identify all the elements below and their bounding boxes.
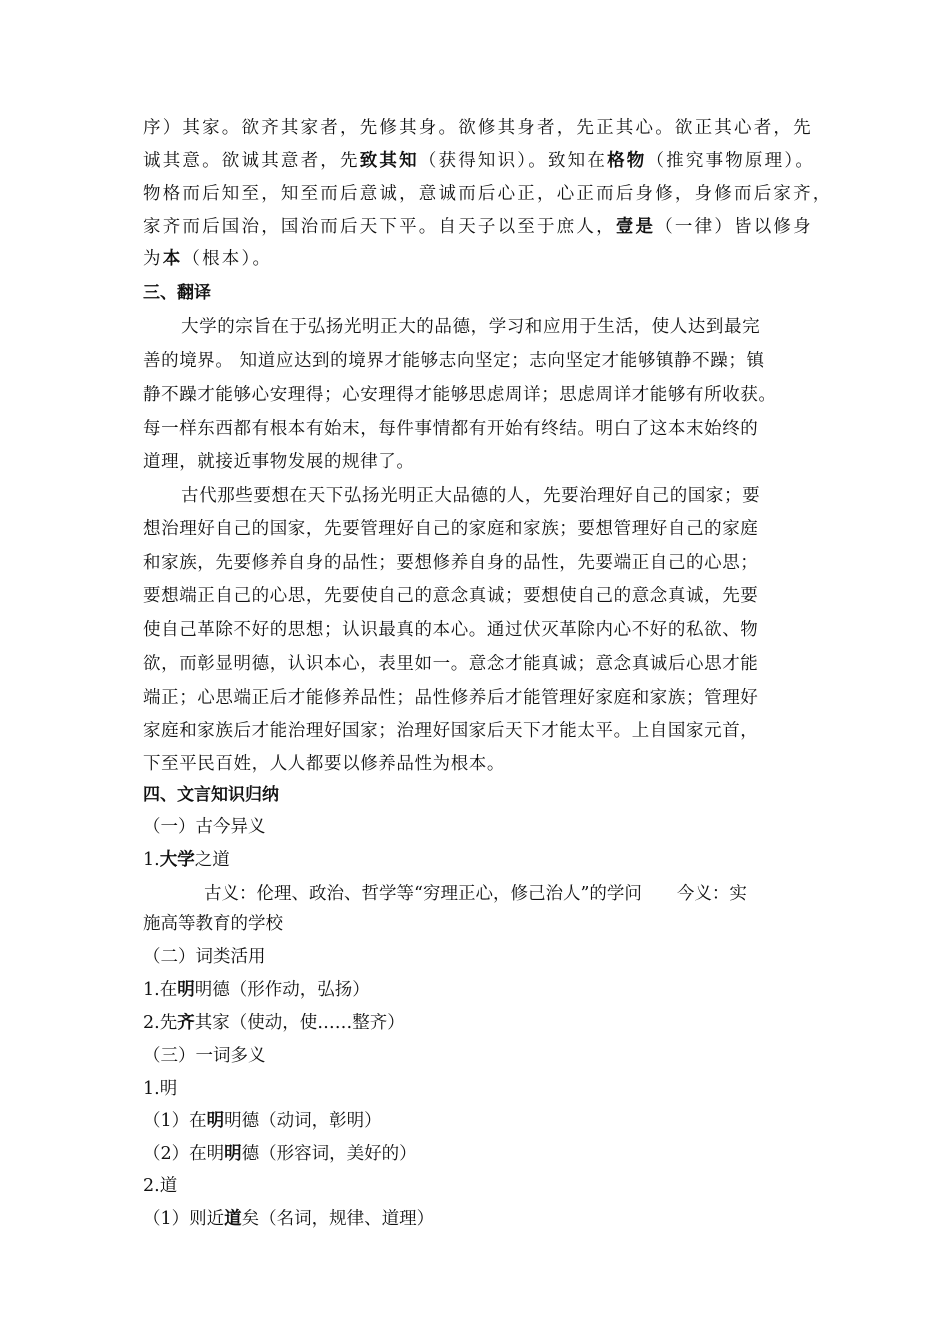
paragraph-line: 古代那些要想在天下弘扬光明正大品德的人，先要治理好自己的国家；要 [181,486,761,506]
subheading: （三）一词多义 [143,1046,266,1066]
text-run: （根本）。 [182,249,273,269]
text-run: 明德（动词，彰明） [224,1111,382,1131]
paragraph-line: 每一样东西都有根本有始末，每件事情都有开始有终结。明白了这本末始终的 [143,419,759,439]
text-run: 明德（形作动，弘扬） [194,980,370,1000]
text-run: （一律）皆以修身 [655,217,813,237]
paragraph-line: 静不躁才能够心安理得；心安理得才能够思虑周详；思虑周详才能够有所收获。 [143,385,777,405]
bold-term: 明 [224,1144,242,1164]
paragraph-line: 想治理好自己的国家，先要管理好自己的家庭和家族；要想管理好自己的家庭 [143,519,759,539]
definition-line: 古义：伦理、政治、哲学等“穷理正心，修己治人”的学问 今义：实 [204,884,747,904]
text-run: 矣（名词，规律、道理） [241,1209,435,1229]
bold-term: 明 [206,1111,225,1131]
bold-term: 壹是 [615,217,656,237]
list-item [143,1110,382,1132]
text-run: 之道 [194,850,230,870]
text-run: 物格而后知至，知至而后意诚，意诚而后心正，心正而后身修，身修而后家齐， [143,184,833,204]
bold-term: 致其知 [359,151,419,171]
text-run: 其家（使动，使……整齐） [194,1013,405,1033]
bold-term: 大学 [159,850,195,870]
list-item [143,1208,434,1230]
original-text-line [143,216,813,238]
paragraph-line: 家庭和家族后才能治理好国家；治理好国家后天下才能太平。上自国家元首， [143,721,759,741]
bold-term: 齐 [177,1013,195,1033]
text-run: 1.在 [143,980,178,1000]
list-item [143,849,230,871]
text-run: 德（形容词，美好的） [241,1144,417,1164]
text-run: 诚其意。欲诚其意者，先 [143,151,360,171]
paragraph-line: 和家族，先要修养自身的品性；要想修养自身的品性，先要端正自己的心思； [143,553,759,573]
paragraph-line: 端正；心思端正后才能修养品性；品性修养后才能管理好家庭和家族；管理好 [143,688,759,708]
subheading: （一）古今异义 [143,817,266,837]
list-item [143,979,370,1001]
bold-term: 道 [224,1209,242,1229]
list-item [143,1012,405,1034]
paragraph-line: 善的境界。 知道应达到的境界才能够志向坚定；志向坚定才能够镇静不躁；镇 [143,351,765,371]
paragraph-line: 大学的宗旨在于弘扬光明正大的品德，学习和应用于生活，使人达到最完 [181,317,761,337]
text-run: 为 [143,249,163,269]
subheading: （二）词类活用 [143,947,266,967]
text-run: （2）在明 [143,1144,225,1164]
original-text-line [143,183,833,205]
list-item [143,1143,417,1165]
text-run: 2.先 [143,1013,178,1033]
paragraph-line: 道理，就接近事物发展的规律了。 [143,452,415,472]
paragraph-line: 欲，而彰显明德，认识本心，表里如一。意念才能真诚；意念真诚后心思才能 [143,654,759,674]
paragraph-line: 要想端正自己的心思，先要使自己的意念真诚；要想使自己的意念真诚，先要 [143,586,759,606]
text-run: 家齐而后国治，国治而后天下平。自天子以至于庶人， [143,217,616,237]
text-run: （1）在 [143,1111,207,1131]
paragraph-line: 使自己革除不好的思想；认识最真的本心。通过伏灭革除内心不好的私欲、物 [143,620,759,640]
bold-term: 明 [177,980,195,1000]
paragraph-line: 下至平民百姓，人人都要以修养品性为根本。 [143,754,505,774]
section-heading-translation: 三、翻译 [143,283,211,303]
bold-term: 本 [162,249,183,269]
definition-line: 施高等教育的学校 [143,914,283,934]
list-item: 1.明 [143,1079,178,1099]
text-run: （推究事物原理）。 [646,151,816,171]
section-heading-knowledge: 四、文言知识归纳 [143,785,279,805]
text-run: （1）则近 [143,1209,225,1229]
text-run: 序）其家。欲齐其家者，先修其身。欲修其身者，先正其心。欲正其心者，先 [143,118,813,138]
original-text-line [143,117,813,139]
text-run: （获得知识）。致知在 [418,151,608,171]
original-text-line [143,150,815,172]
item-number: 1. [143,850,160,870]
original-text-line [143,248,272,270]
list-item: 2.道 [143,1176,178,1196]
bold-term: 格物 [607,151,647,171]
